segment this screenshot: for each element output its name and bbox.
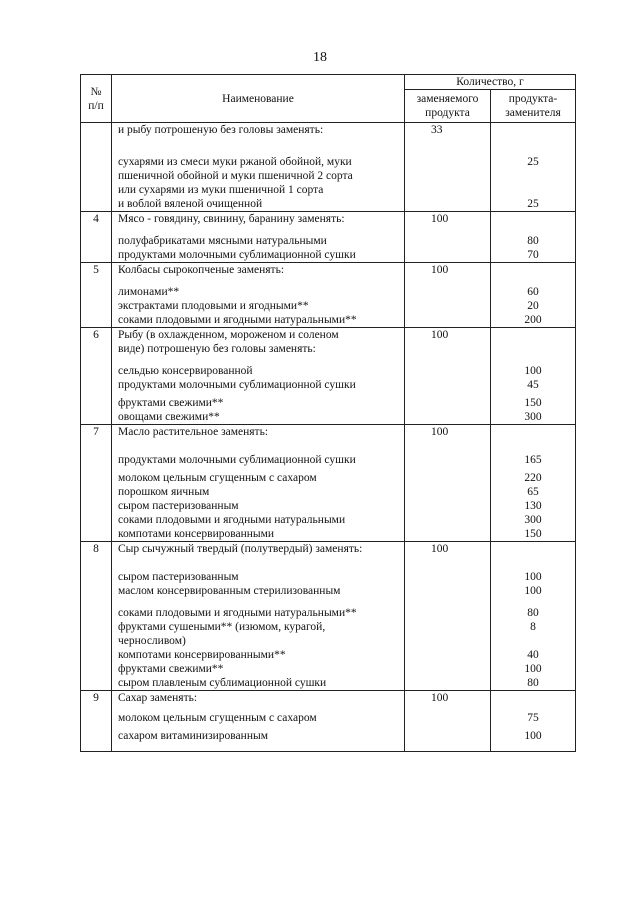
substitute-quantity <box>491 183 575 197</box>
replaced-quantity: 100 <box>431 329 449 341</box>
header-substitute-line2: заменителя <box>505 107 561 119</box>
item-name: экстрактами плодовыми и ягодными** <box>118 300 309 312</box>
spacer <box>491 743 575 751</box>
replaced-quantity <box>405 711 490 725</box>
item-name: сыром плавленым сублимационной сушки <box>118 677 327 689</box>
table-row <box>81 542 576 691</box>
spacer <box>405 356 490 364</box>
substitute-quantity: 300 <box>524 514 542 526</box>
spacer <box>491 439 575 453</box>
row-number: 4 <box>81 212 112 263</box>
replaced-quantity <box>405 584 490 598</box>
substitute-quantity: 65 <box>527 486 539 498</box>
replaced-quantity <box>405 396 490 410</box>
substitute-quantity: 8 <box>530 621 536 633</box>
spacer <box>405 226 490 234</box>
row-substitute-cell <box>491 542 576 691</box>
replaced-quantity <box>405 285 490 299</box>
item-name: лимонами** <box>118 286 180 298</box>
row-replaced-cell <box>405 123 491 212</box>
table-row <box>81 212 576 263</box>
row-replaced-cell <box>405 691 491 752</box>
replaced-quantity <box>405 606 490 620</box>
substitute-quantity: 40 <box>527 649 539 661</box>
replaced-quantity <box>405 197 490 211</box>
replaced-quantity: 100 <box>431 426 449 438</box>
replaced-quantity <box>405 527 490 541</box>
substitute-quantity: 200 <box>524 314 542 326</box>
substitute-quantity: 150 <box>524 528 542 540</box>
header-num <box>81 75 112 123</box>
table-row <box>81 328 576 425</box>
substitute-quantity: 25 <box>527 198 539 210</box>
row-name-cell <box>112 212 405 263</box>
item-name: или сухарями из муки пшеничной 1 сорта <box>118 184 324 196</box>
substitute-quantity: 130 <box>524 500 542 512</box>
replaced-quantity <box>405 248 490 262</box>
row-substitute-cell <box>491 212 576 263</box>
header-num-line2: п/п <box>88 99 104 112</box>
item-name: и воблой вяленой очищенной <box>118 198 263 210</box>
item-name: компотами консервированными** <box>118 649 286 661</box>
replaced-quantity <box>405 234 490 248</box>
substitute-quantity: 25 <box>527 156 539 168</box>
table-row <box>81 263 576 328</box>
row-name-cell <box>112 542 405 691</box>
replaced-quantity <box>405 634 490 648</box>
item-name: маслом консервированным стерилизованным <box>118 585 341 597</box>
item-name: фруктами свежими** <box>118 397 224 409</box>
substitute-quantity: 220 <box>524 472 542 484</box>
replaced-quantity: 100 <box>431 264 449 276</box>
item-name: черносливом) <box>118 635 186 647</box>
row-replaced-cell <box>405 263 491 328</box>
item-name: соками плодовыми и ягодными натуральными <box>118 514 346 526</box>
spacer <box>112 137 404 155</box>
item-name: Сахар заменять: <box>118 692 198 704</box>
table-row <box>81 425 576 542</box>
replaced-quantity <box>405 169 490 183</box>
row-name-cell <box>112 425 405 542</box>
substitute-quantity: 80 <box>527 235 539 247</box>
spacer <box>112 598 404 606</box>
substitute-quantity <box>491 212 575 226</box>
item-name: порошком яичным <box>118 486 210 498</box>
item-name: фруктами свежими** <box>118 663 224 675</box>
spacer <box>112 226 404 234</box>
substitute-quantity <box>491 328 575 342</box>
replaced-quantity <box>405 378 490 392</box>
item-name: сахаром витаминизированным <box>118 730 268 742</box>
row-substitute-cell <box>491 328 576 425</box>
substitute-quantity <box>491 691 575 705</box>
substitute-quantity: 70 <box>527 249 539 261</box>
substitute-quantity <box>491 169 575 183</box>
row-substitute-cell <box>491 263 576 328</box>
table-body <box>81 123 576 752</box>
spacer <box>491 137 575 155</box>
item-name: сухарями из смеси муки ржаной обойной, муки <box>118 156 352 168</box>
replaced-quantity: 100 <box>431 692 449 704</box>
replaced-quantity <box>405 729 490 743</box>
row-name-cell <box>112 328 405 425</box>
spacer <box>112 277 404 285</box>
spacer <box>112 356 404 364</box>
replaced-quantity <box>405 299 490 313</box>
header-replaced-line1: заменяемого <box>416 93 479 105</box>
spacer <box>405 743 490 751</box>
item-name: продуктами молочными сублимационной сушки <box>118 379 356 391</box>
row-substitute-cell <box>491 691 576 752</box>
header-substitute-product <box>491 90 576 123</box>
item-name: молоком цельным сгущенным с сахаром <box>118 712 317 724</box>
spacer <box>491 556 575 570</box>
item-name: продуктами молочными сублимационной сушки <box>118 454 356 466</box>
row-number <box>81 123 112 212</box>
table-header <box>81 75 576 123</box>
row-name-cell <box>112 263 405 328</box>
substitute-quantity <box>491 263 575 277</box>
spacer <box>405 598 490 606</box>
substitution-table <box>80 74 576 752</box>
replaced-quantity <box>405 364 490 378</box>
item-name: сыром пастеризованным <box>118 571 239 583</box>
spacer <box>405 137 490 155</box>
spacer <box>405 439 490 453</box>
spacer <box>491 598 575 606</box>
substitute-quantity: 20 <box>527 300 539 312</box>
replaced-quantity <box>405 648 490 662</box>
item-name: сыром пастеризованным <box>118 500 239 512</box>
substitute-quantity: 100 <box>524 730 542 742</box>
header-num-line1: № <box>90 85 102 98</box>
replaced-quantity <box>405 342 490 356</box>
row-number: 6 <box>81 328 112 425</box>
spacer <box>491 356 575 364</box>
row-substitute-cell <box>491 425 576 542</box>
substitute-quantity: 100 <box>524 585 542 597</box>
item-name: молоком цельным сгущенным с сахаром <box>118 472 317 484</box>
table-row <box>81 123 576 212</box>
replaced-quantity <box>405 313 490 327</box>
replaced-quantity <box>405 453 490 467</box>
substitute-quantity: 100 <box>524 571 542 583</box>
header-replaced-line2: продукта <box>425 107 470 119</box>
item-name: Рыбу (в охлажденном, мороженом и соленом <box>118 329 339 341</box>
row-substitute-cell <box>491 123 576 212</box>
spacer <box>405 556 490 570</box>
substitute-quantity: 100 <box>524 663 542 675</box>
item-name: овощами свежими** <box>118 411 220 423</box>
replaced-quantity <box>405 570 490 584</box>
item-name: и рыбу потрошеную без головы заменять: <box>118 124 324 136</box>
row-number: 9 <box>81 691 112 752</box>
replaced-quantity <box>405 183 490 197</box>
substitute-quantity <box>491 542 575 556</box>
substitute-quantity: 60 <box>527 286 539 298</box>
header-name: Наименование <box>112 75 405 123</box>
replaced-quantity <box>405 499 490 513</box>
table-row <box>81 691 576 752</box>
item-name: Масло растительное заменять: <box>118 426 269 438</box>
substitute-quantity: 300 <box>524 411 542 423</box>
substitute-quantity <box>491 342 575 356</box>
spacer <box>491 277 575 285</box>
replaced-quantity <box>405 513 490 527</box>
item-name: сельдью консервированной <box>118 365 253 377</box>
row-number: 7 <box>81 425 112 542</box>
replaced-quantity: 33 <box>431 124 443 136</box>
substitute-quantity: 80 <box>527 677 539 689</box>
header-substitute-line1: продукта- <box>508 93 558 105</box>
row-name-cell <box>112 123 405 212</box>
replaced-quantity <box>405 620 490 634</box>
spacer <box>405 277 490 285</box>
row-name-cell <box>112 691 405 752</box>
row-replaced-cell <box>405 542 491 691</box>
item-name: Мясо - говядину, свинину, баранину заменять: <box>118 213 345 225</box>
substitute-quantity: 150 <box>524 397 542 409</box>
item-name: компотами консервированными <box>118 528 275 540</box>
header-replaced-product <box>405 90 491 123</box>
item-name: продуктами молочными сублимационной сушки <box>118 249 356 261</box>
row-number: 5 <box>81 263 112 328</box>
item-name: Колбасы сырокопченые заменять: <box>118 264 285 276</box>
spacer <box>112 556 404 570</box>
item-name: соками плодовыми и ягодными натуральными** <box>118 607 357 619</box>
substitute-quantity <box>491 123 575 137</box>
replaced-quantity: 100 <box>431 213 449 225</box>
item-name: фруктами сушеными** (изюмом, курагой, <box>118 621 326 633</box>
item-name: Сыр сычужный твердый (полутвердый) заменять: <box>118 543 363 555</box>
substitute-quantity: 100 <box>524 365 542 377</box>
header-quantity: Количество, г <box>405 75 576 90</box>
page-number: 18 <box>313 50 327 65</box>
item-name: полуфабрикатами мясными натуральными <box>118 235 327 247</box>
replaced-quantity <box>405 410 490 424</box>
row-replaced-cell <box>405 212 491 263</box>
spacer <box>112 743 404 751</box>
item-name: пшеничной обойной и муки пшеничной 2 сорта <box>118 170 353 182</box>
row-replaced-cell <box>405 328 491 425</box>
replaced-quantity <box>405 662 490 676</box>
substitute-quantity <box>491 425 575 439</box>
replaced-quantity <box>405 676 490 690</box>
substitute-quantity <box>491 634 575 648</box>
item-name: соками плодовыми и ягодными натуральными** <box>118 314 357 326</box>
substitute-quantity: 80 <box>527 607 539 619</box>
replaced-quantity <box>405 485 490 499</box>
spacer <box>491 226 575 234</box>
row-replaced-cell <box>405 425 491 542</box>
substitute-quantity: 165 <box>524 454 542 466</box>
spacer <box>112 439 404 453</box>
substitute-quantity: 45 <box>527 379 539 391</box>
replaced-quantity <box>405 155 490 169</box>
replaced-quantity <box>405 471 490 485</box>
replaced-quantity: 100 <box>431 543 449 555</box>
item-name: виде) потрошеную без головы заменять: <box>118 343 316 355</box>
row-number: 8 <box>81 542 112 691</box>
substitute-quantity: 75 <box>527 712 539 724</box>
